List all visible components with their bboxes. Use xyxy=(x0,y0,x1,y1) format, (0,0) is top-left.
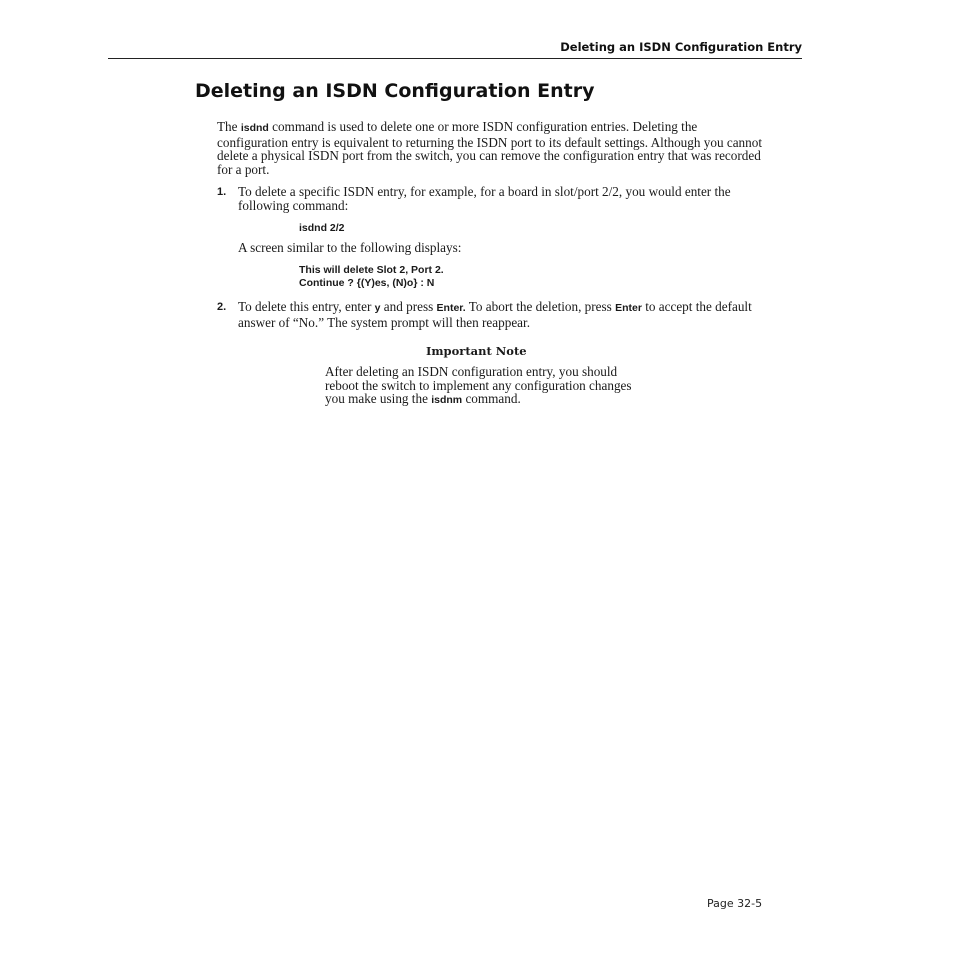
step-1-number: 1. xyxy=(217,186,227,198)
intro-command: isdnd xyxy=(240,122,269,134)
screen-output xyxy=(299,264,444,289)
running-header: Deleting an ISDN Configuration Entry xyxy=(560,40,802,54)
step-1-text: To delete a specific ISDN entry, for example, for a board in slot/port 2/2, you would enter the following command: xyxy=(238,184,731,213)
step-2-text-4: to accept the default answer of “No.” The system prompt will then reappear. xyxy=(238,299,752,330)
step-1-followup: A screen similar to the following displays: xyxy=(238,240,462,255)
step-1-command: isdnd 2/2 xyxy=(299,222,345,234)
note-title: Important Note xyxy=(426,344,527,358)
intro-paragraph xyxy=(217,120,762,176)
key-enter-2: Enter xyxy=(615,302,642,314)
intro-text-post: command is used to delete one or more ISDN configuration entries. Deleting the configuration entry is equivalent to returning the ISDN port to its default settings. Although you cannot delete a physical ISDN port from the switch, you can remove the configuration entry that was recorded for a port. xyxy=(217,119,762,177)
note-body xyxy=(325,365,645,408)
page-number: Page 32-5 xyxy=(707,897,763,910)
step-2-text-2: and press xyxy=(380,299,437,314)
header-rule xyxy=(108,58,802,59)
step-2-text xyxy=(238,300,763,329)
note-text-pre: After deleting an ISDN configuration entry, you should reboot the switch to implement any configuration changes you make using the xyxy=(325,364,632,407)
step-2-number: 2. xyxy=(217,301,227,313)
step-2-text-1: To delete this entry, enter xyxy=(238,299,375,314)
note-command: isdnm xyxy=(431,394,463,407)
note-text-post: command. xyxy=(462,391,521,407)
step-2-text-3: To abort the deletion, press xyxy=(465,299,616,314)
intro-text-pre: The xyxy=(217,119,241,134)
page-title: Deleting an ISDN Configuration Entry xyxy=(195,80,595,102)
key-enter-1: Enter. xyxy=(436,302,466,314)
screen-output-line-1: This will delete Slot 2, Port 2. xyxy=(299,264,444,276)
screen-output-line-2: Continue ? {(Y)es, (N)o} : N xyxy=(299,276,435,289)
key-y: y xyxy=(374,302,381,314)
